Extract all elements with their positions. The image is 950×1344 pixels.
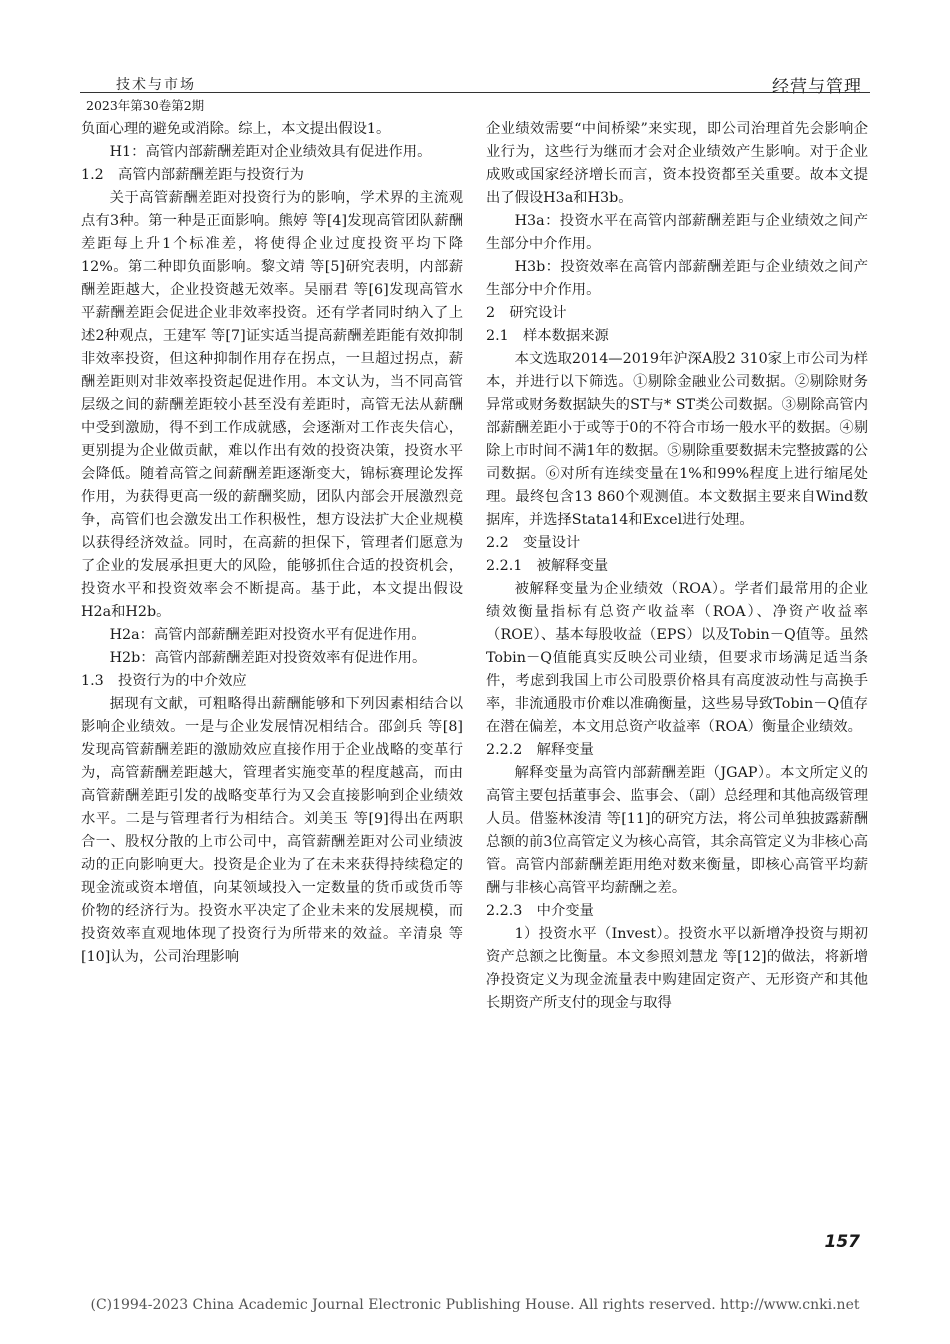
section-title: 经营与管理: [772, 77, 862, 97]
right-column: [486, 118, 868, 1015]
section-heading: 1.2 高管内部薪酬差距与投资行为: [81, 167, 304, 183]
body-paragraph: 本文选取2014—2019年沪深A股2 310家上市公司为样本，并进行以下筛选。①剔除金融业公司数据。②剔除财务异常或财务数据缺失的ST与* ST类公司数据。③剔除高管内部薪酬差距小于或等于0的不符合市场一般水平的数据。④剔除上市时间不满1年的数据。⑤剔除重要数据未完整披露的公司数据。⑥对所有连续变量在1%和99%程度上进行缩尾处理。最终包含13 860个观测值。本文数据主要来自Wind数据库，并选择Stata14和Excel进行处理。: [486, 351, 868, 528]
body-paragraph: 据现有文献，可粗略得出薪酬能够和下列因素相结合以影响企业绩效。一是与企业发展情况相结合。邵剑兵 等[8]发现高管薪酬差距的激励效应直接作用于企业战略的变革行为，高管薪酬差距越大，管理者实施变革的程度越高，而由高管薪酬差距引发的战略变革行为又会直接影响到企业绩效水平。二是与管理者行为相结合。刘美玉 等[9]得出在两职合一、股权分散的上市公司中，高管薪酬差距对公司业绩波动的正向影响更大。投资是企业为了在未来获得持续稳定的现金流或资本增值，向某领域投入一定数量的货币或货币等价物的经济行为。投资水平决定了企业未来的发展规模，而投资效率直观地体现了投资行为所带来的效益。辛清泉 等[10]认为，公司治理影响: [81, 696, 463, 965]
left-column: [81, 118, 463, 969]
body-paragraph: 被解释变量为企业绩效（ROA）。学者们最常用的企业绩效衡量指标有总资产收益率（ROA）、净资产收益率（ROE）、基本每股收益（EPS）以及Tobin－Q值等。虽然Tobin－Q值能真实反映公司业绩，但要求市场满足适当条件，考虑到我国上市公司股票价格具有高度波动性与高换手率，非流通股市价难以准确衡量，这些易导致Tobin－Q值存在潜在偏差，本文用总资产收益率（ROA）衡量企业绩效。: [486, 581, 868, 735]
section-heading: 2.2 变量设计: [486, 535, 581, 551]
body-paragraph: 负面心理的避免或消除。综上，本文提出假设1。: [81, 121, 391, 137]
body-paragraph: H2a：高管内部薪酬差距对投资水平有促进作用。: [109, 627, 426, 643]
section-heading: 2.2.3 中介变量: [486, 903, 594, 919]
header-rule: [80, 92, 870, 93]
section-heading: 2 研究设计: [486, 305, 567, 321]
body-paragraph: H2b：高管内部薪酬差距对投资效率有促进作用。: [109, 650, 427, 666]
body-paragraph: 企业绩效需要“中间桥梁”来实现，即公司治理首先会影响企业行为，这些行为继而才会对企业绩效产生影响。对于企业成败或国家经济增长而言，资本投资都至关重要。故本文提出了假设H3a和H3b。: [486, 121, 868, 206]
body-paragraph: 关于高管薪酬差距对投资行为的影响，学术界的主流观点有3种。第一种是正面影响。熊婷 等[4]发现高管团队薪酬差距每上升1个标准差，将使得企业过度投资平均下降12%。第二种即负面影响。黎文靖 等[5]研究表明，内部薪酬差距越大，企业投资越无效率。吴丽君 等[6]发现高管水平薪酬差距会促进企业非效率投资。还有学者同时纳入了上述2种观点，王建军 等[7]证实适当提高薪酬差距能有效抑制非效率投资，但这种抑制作用存在拐点，一旦超过拐点，薪酬差距则对非效率投资起促进作用。本文认为，当不同高管层级之间的薪酬差距较小甚至没有差距时，高管无法从薪酬中受到激励，得不到工作成就感，会逐渐对工作丧失信心，更别提为企业做贡献，难以作出有效的投资决策，投资水平会降低。随着高管之间薪酬差距逐渐变大，锦标赛理论发挥作用，为获得更高一级的薪酬奖励，团队内部会开展激烈竞争，高管们也会激发出工作积极性，想方设法扩大企业规模以获得经济效益。同时，在高薪的担保下，管理者们愿意为了企业的发展承担更大的风险，能够抓住合适的投资机会，投资水平和投资效率会不断提高。基于此，本文提出假设H2a和H2b。: [81, 190, 463, 620]
copyright-footer: (C)1994-2023 China Academic Journal Electronic Publishing House. All rights reserved. http://www.cnki.net: [90, 1297, 860, 1313]
body-paragraph: 1）投资水平（Invest）。投资水平以新增净投资与期初资产总额之比衡量。本文参照刘慧龙 等[12]的做法，将新增净投资定义为现金流量表中购建固定资产、无形资产和其他长期资产所支付的现金与取得: [486, 926, 868, 1011]
body-paragraph: H3a：投资水平在高管内部薪酬差距与企业绩效之间产生部分中介作用。: [486, 213, 868, 252]
section-heading: 2.1 样本数据来源: [486, 328, 609, 344]
body-paragraph: 解释变量为高管内部薪酬差距（JGAP）。本文所定义的高管主要包括董事会、监事会、（副）总经理和其他高级管理人员。借鉴林浚清 等[11]的研究方法，将公司单独披露薪酬总额的前3位高管定义为核心高管，其余高管定义为非核心高管。高管内部薪酬差距用绝对数来衡量，即核心高管平均薪酬与非核心高管平均薪酬之差。: [486, 765, 868, 896]
section-heading: 2.2.2 解释变量: [486, 742, 594, 758]
section-heading: 2.2.1 被解释变量: [486, 558, 609, 574]
page-number: 157: [824, 1232, 860, 1252]
body-paragraph: H3b：投资效率在高管内部薪酬差距与企业绩效之间产生部分中介作用。: [486, 259, 868, 298]
issue-info: 2023年第30卷第2期: [86, 98, 205, 113]
journal-title: 技术与市场: [116, 77, 196, 93]
section-heading: 1.3 投资行为的中介效应: [81, 673, 247, 689]
body-paragraph: H1：高管内部薪酬差距对企业绩效具有促进作用。: [109, 144, 432, 160]
